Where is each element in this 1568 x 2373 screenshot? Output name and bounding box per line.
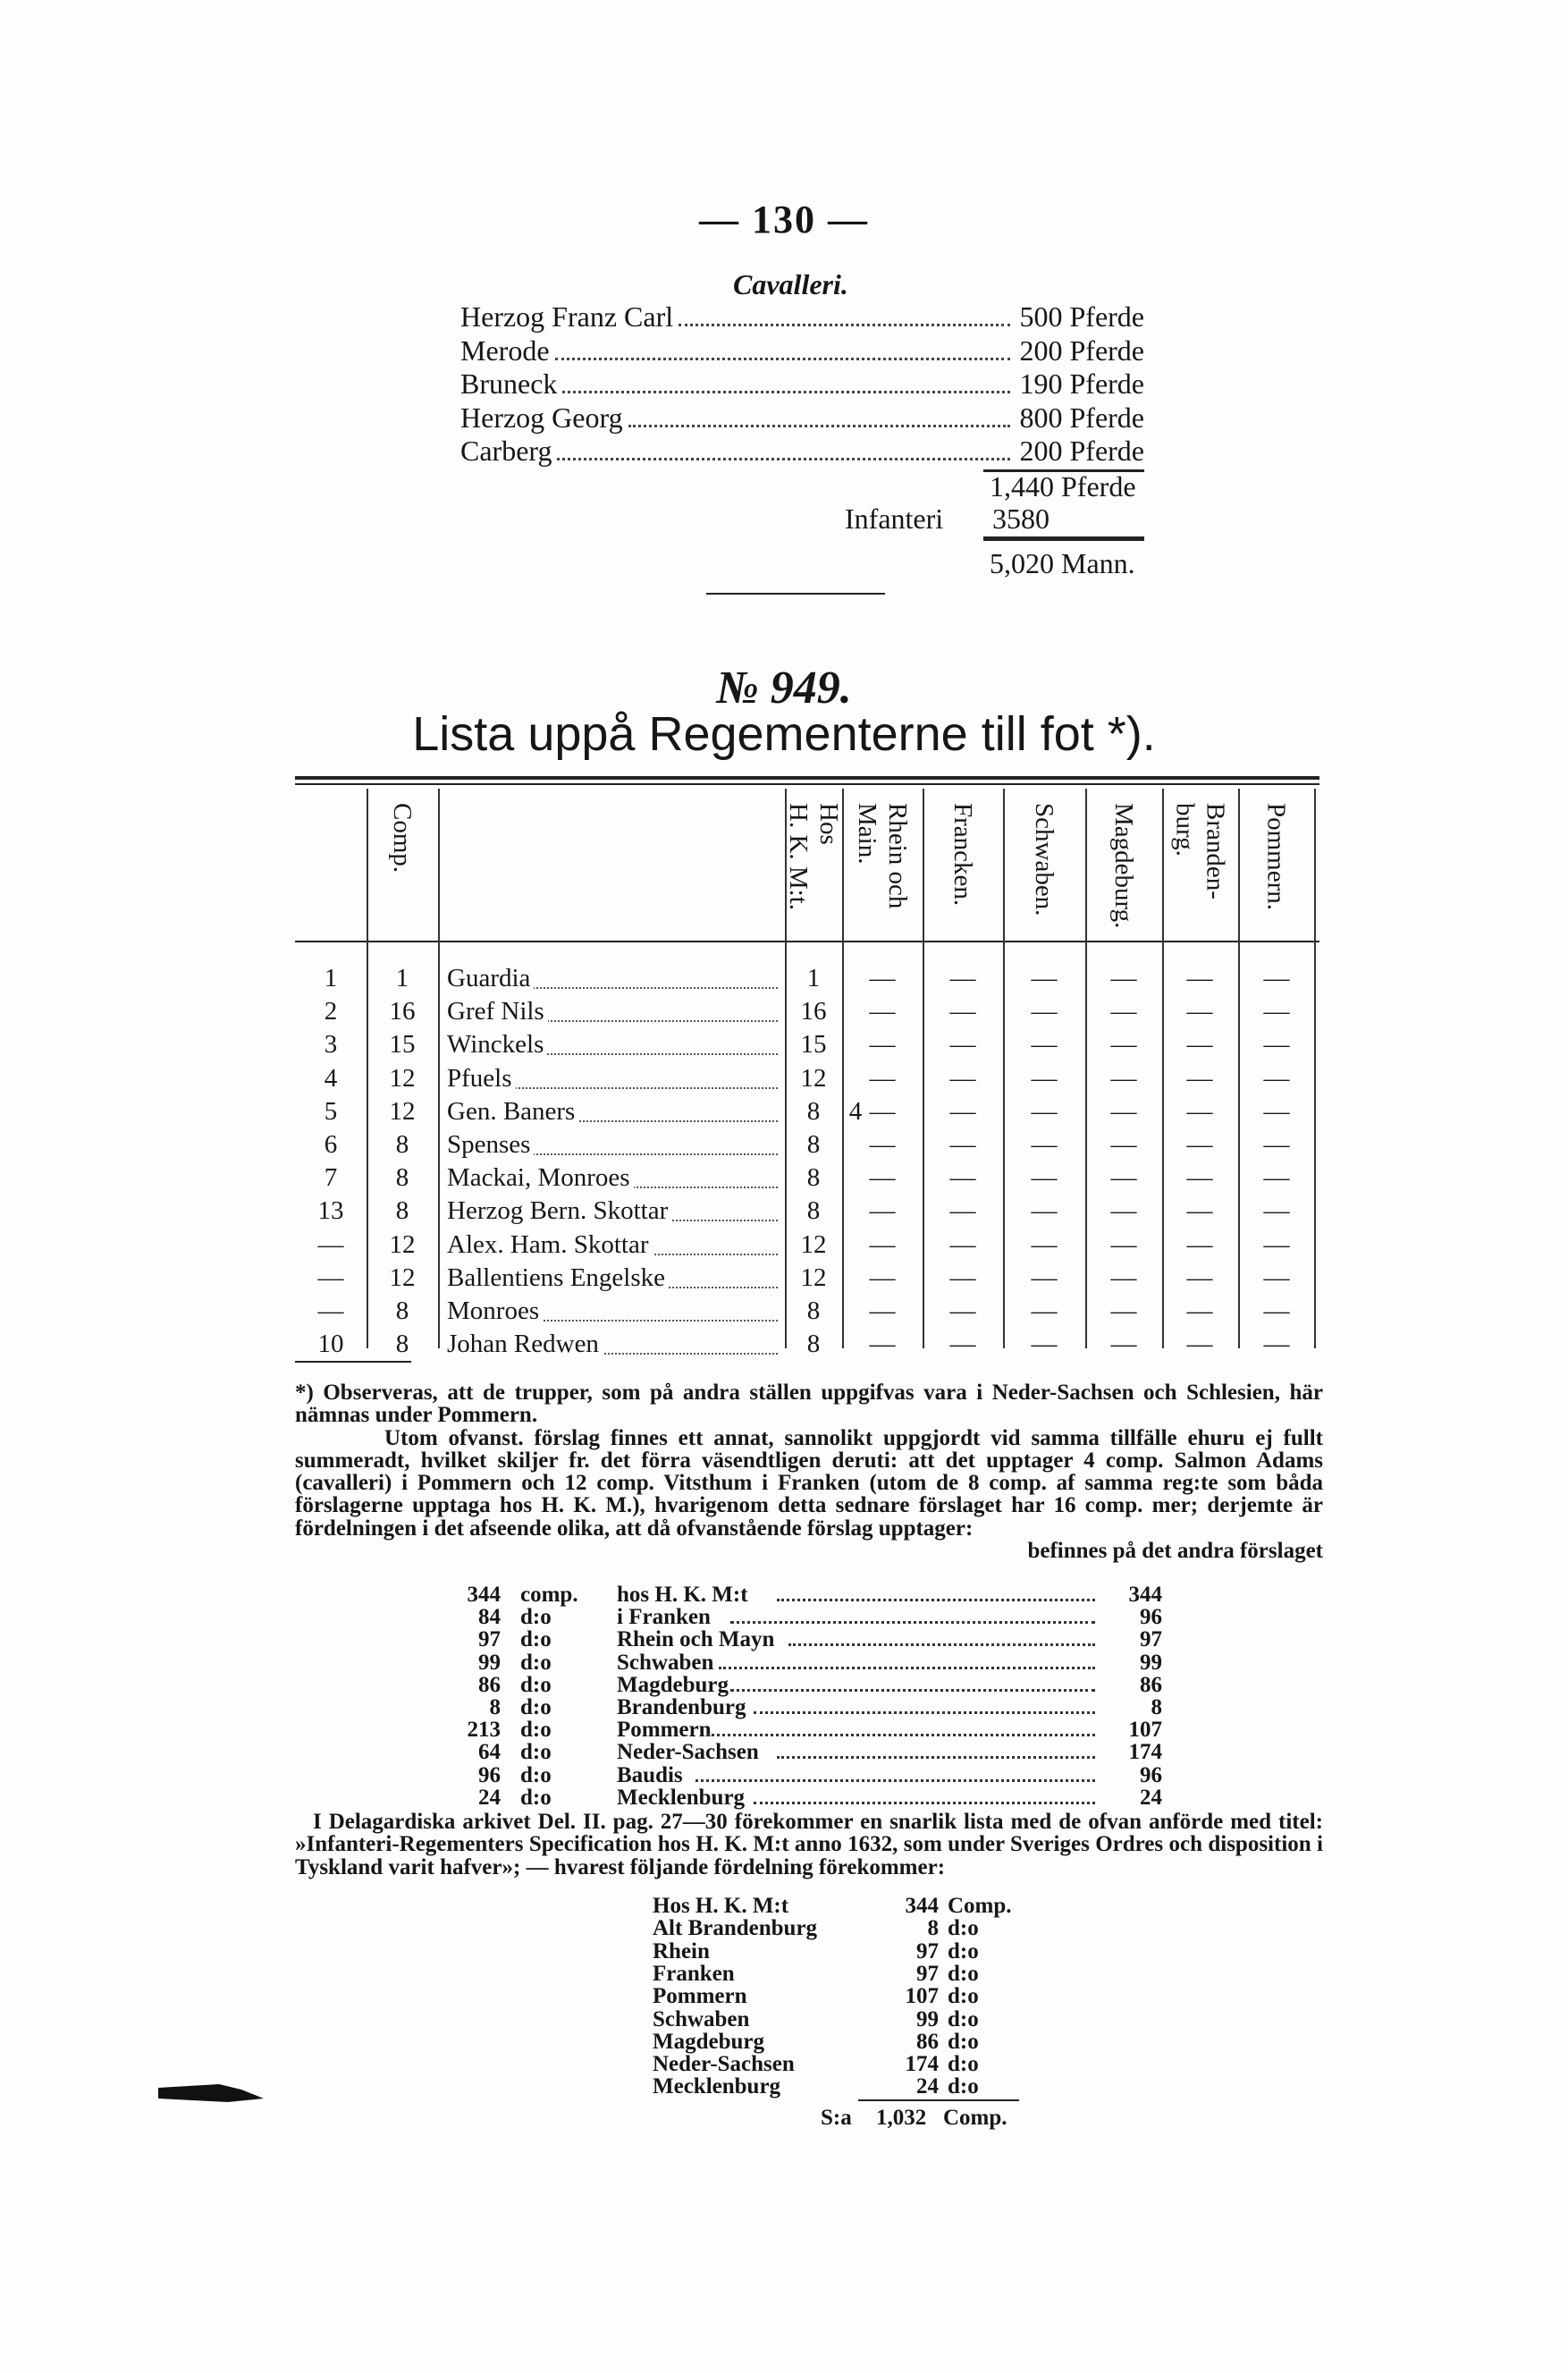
second-list-count: 96 <box>1140 1762 1162 1787</box>
leader-dots <box>777 1599 1095 1601</box>
second-list-count: 8 <box>1151 1695 1162 1719</box>
empty-cell-dash: — <box>1031 964 1058 992</box>
cavalry-unit-strength: 190 Pferde <box>1019 367 1144 400</box>
regiment-name: Pfuels <box>447 1064 516 1094</box>
empty-cell-dash: — <box>1031 1030 1058 1060</box>
empty-cell-dash: — <box>1110 1263 1137 1292</box>
empty-cell-dash: — <box>1263 1063 1290 1093</box>
empty-cell-dash: — <box>949 1229 976 1259</box>
cavalry-unit-name: Bruneck <box>460 367 558 400</box>
distribution-value: 86 <box>916 2029 939 2054</box>
row-number: — <box>317 1229 344 1259</box>
region-label: Mecklenburg <box>617 1785 746 1810</box>
region-label: Pommern <box>617 1718 712 1743</box>
distribution-region: Pommern <box>653 1984 747 2009</box>
region-label: Baudis <box>617 1762 683 1787</box>
empty-cell-dash: — <box>1186 1130 1213 1159</box>
empty-cell-dash: — <box>1186 1196 1213 1226</box>
leader-dots <box>754 1802 1095 1804</box>
cavalry-subtotal: 1,440 Pferde <box>990 470 1136 502</box>
empty-cell-dash: — <box>1031 1263 1058 1292</box>
empty-cell-dash: — <box>949 1296 976 1325</box>
regiment-name: Alex. Ham. Skottar <box>447 1230 653 1260</box>
empty-cell-dash: — <box>869 1263 896 1292</box>
count-unit: d:o <box>520 1718 552 1743</box>
empty-cell-dash: — <box>1186 1163 1213 1193</box>
count-unit: d:o <box>520 1650 552 1675</box>
leader-dots <box>628 425 1011 427</box>
empty-cell-dash: — <box>1031 1163 1058 1193</box>
distribution-unit: d:o <box>948 2052 979 2077</box>
cavalry-unit-name: Carberg <box>460 435 552 467</box>
second-list-count: 97 <box>1140 1627 1162 1652</box>
regiment-name: Winckels <box>447 1030 547 1060</box>
first-list-count: 213 <box>467 1718 501 1743</box>
empty-cell-dash: — <box>949 1263 976 1292</box>
regiment-name: Johan Redwen <box>447 1330 603 1359</box>
region-label: Rhein och Mayn <box>617 1627 775 1652</box>
page-number: — 130 — <box>699 198 869 241</box>
distribution-value: 344 <box>905 1894 939 1918</box>
region-label: Magdeburg <box>617 1672 729 1697</box>
empty-cell-dash: — <box>1186 964 1213 992</box>
table-row <box>295 1064 1319 1097</box>
company-count: 12 <box>389 1096 416 1126</box>
sum-value: 1,032 <box>876 2106 927 2130</box>
empty-cell-dash: — <box>1186 997 1213 1026</box>
empty-cell-dash: — <box>869 1296 896 1325</box>
row-number: 1 <box>324 964 338 992</box>
distribution-region: Franken <box>653 1961 735 1986</box>
empty-cell-dash: — <box>1186 1229 1213 1259</box>
distribution-unit: d:o <box>948 2074 979 2099</box>
distribution-region: Rhein <box>653 1938 710 1963</box>
row-number: 2 <box>324 997 338 1026</box>
empty-cell-dash: — <box>869 1330 896 1359</box>
region-label: hos H. K. M:t <box>617 1583 748 1607</box>
empty-cell-dash: — <box>1110 1330 1137 1359</box>
table-row <box>295 1330 1319 1363</box>
table-row <box>295 1263 1319 1296</box>
regiment-name: Gen. Baners <box>447 1097 578 1127</box>
distribution-region: Neder-Sachsen <box>653 2052 795 2077</box>
empty-cell-dash: — <box>1186 1296 1213 1325</box>
hos-hkm-value: 1 <box>806 964 821 992</box>
footnote <box>295 1381 1323 1562</box>
leader-dots <box>562 391 1010 393</box>
leader-dots <box>719 1667 1095 1669</box>
count-unit: d:o <box>520 1605 552 1630</box>
empty-cell-dash: — <box>1031 997 1058 1026</box>
first-list-count: 24 <box>478 1785 501 1810</box>
distribution-value: 97 <box>916 1938 939 1963</box>
distribution-unit: d:o <box>948 1916 979 1941</box>
cavalry-row <box>460 401 1144 435</box>
empty-cell-dash: — <box>1186 1063 1213 1093</box>
empty-cell-dash: — <box>869 997 896 1026</box>
first-list-count: 99 <box>478 1650 501 1675</box>
infantry-label: Infanteri <box>845 502 944 535</box>
column-header: Hos H. K. M:t. <box>784 803 843 911</box>
distribution-value: 24 <box>916 2074 939 2099</box>
empty-cell-dash: — <box>949 964 976 992</box>
row-number: 5 <box>324 1096 338 1126</box>
leader-dots <box>754 1711 1095 1714</box>
cavalry-total: 5,020 Mann. <box>990 547 1135 579</box>
leader-dots <box>557 458 1010 460</box>
column-header: Branden- burg. <box>1170 803 1230 899</box>
row-number: 4 <box>324 1063 338 1093</box>
table-row <box>295 997 1319 1030</box>
hos-hkm-value: 8 <box>806 1330 821 1359</box>
row-number: 6 <box>324 1130 338 1159</box>
empty-cell-dash: — <box>1263 1130 1290 1159</box>
empty-cell-dash: — <box>869 1130 896 1159</box>
section-divider <box>706 593 885 595</box>
document-title: Lista uppå Regementerne till fot *). <box>412 707 1156 761</box>
regiment-name: Ballentiens Engelske <box>447 1263 669 1293</box>
empty-cell-dash: — <box>869 1096 896 1126</box>
leader-dots <box>555 358 1011 360</box>
count-unit: d:o <box>520 1627 552 1652</box>
hos-hkm-value: 12 <box>800 1063 827 1093</box>
table-row <box>295 1097 1319 1130</box>
regiment-name: Spenses <box>447 1130 534 1160</box>
hos-hkm-value: 12 <box>800 1263 827 1292</box>
company-count: 12 <box>389 1063 416 1093</box>
empty-cell-dash: — <box>1110 1130 1137 1159</box>
company-count: 8 <box>395 1296 409 1325</box>
second-list-count: 107 <box>1128 1718 1162 1743</box>
second-list-count: 24 <box>1140 1785 1162 1810</box>
cavalry-row <box>460 435 1144 468</box>
cavalry-row <box>460 367 1144 401</box>
cavalry-row <box>460 300 1144 334</box>
first-list-count: 86 <box>478 1672 501 1697</box>
count-unit: comp. <box>520 1583 578 1607</box>
leader-dots <box>679 324 1010 326</box>
count-unit: d:o <box>520 1785 552 1810</box>
distribution-unit: d:o <box>948 1984 979 2009</box>
distribution-unit: d:o <box>948 2029 979 2054</box>
empty-cell-dash: — <box>1031 1063 1058 1093</box>
empty-cell-dash: — <box>869 1030 896 1060</box>
empty-cell-dash: — <box>1110 1096 1137 1126</box>
total-rule <box>983 536 1144 541</box>
company-count: 8 <box>395 1130 409 1159</box>
distribution-region: Magdeburg <box>653 2029 764 2054</box>
empty-cell-dash: — <box>1186 1330 1213 1359</box>
empty-cell-dash: — <box>1186 1096 1213 1126</box>
empty-cell-dash: — <box>1110 1163 1137 1193</box>
regiment-name: Gref Nils <box>447 997 548 1026</box>
region-label: Schwaben <box>617 1650 714 1675</box>
table-top-rule-2 <box>295 783 1319 785</box>
infantry-value: 3580 <box>992 502 1050 535</box>
first-list-count: 64 <box>478 1740 501 1765</box>
regiments-table <box>295 776 1319 1359</box>
table-row <box>295 1196 1319 1229</box>
footnote-delagardie-text: I Delagardiska arkivet Del. II. pag. 27—30 förekommer en snarlik lista med de ofvan anförde med titel: »Infanteri-Regementers Specification hos H. K. M:t anno 1632, som under Sveriges Ordres och disposition i Tyskland varit hafver»; — hvarest följande fördelning förekommer: <box>295 1810 1323 1879</box>
empty-cell-dash: — <box>869 1063 896 1093</box>
hos-hkm-value: 15 <box>800 1030 827 1060</box>
empty-cell-dash: — <box>1263 1030 1290 1060</box>
sum-unit: Comp. <box>943 2106 1007 2130</box>
footnote-other-list-right: befinnes på det andra förslaget <box>1027 1539 1323 1564</box>
leader-dots <box>707 1734 1095 1736</box>
company-count: 16 <box>389 997 416 1026</box>
cavalry-unit-name: Herzog Franz Carl <box>460 300 674 333</box>
regiment-name: Monroes <box>447 1296 543 1326</box>
cavalry-unit-name: Merode <box>460 334 550 367</box>
second-list-count: 99 <box>1140 1650 1162 1675</box>
empty-cell-dash: — <box>869 1163 896 1193</box>
footnote-rule <box>295 1361 411 1363</box>
cavalry-unit-strength: 500 Pferde <box>1019 300 1144 333</box>
pointing-hand-mark <box>156 2079 268 2106</box>
empty-cell-dash: — <box>1110 1063 1137 1093</box>
cavalry-unit-strength: 200 Pferde <box>1019 334 1144 367</box>
empty-cell-dash: — <box>949 1196 976 1226</box>
distribution-value: 174 <box>905 2052 939 2077</box>
hos-hkm-value: 8 <box>806 1096 821 1126</box>
footnote-observation: *) Observeras, att de trupper, som på andra ställen uppgifvas vara i Neder-Sachsen och Schlesien, här nämnas under Pommern. <box>295 1381 1323 1428</box>
empty-cell-dash: — <box>1186 1263 1213 1292</box>
cavalry-unit-strength: 800 Pferde <box>1019 401 1144 434</box>
table-row <box>295 1130 1319 1163</box>
empty-cell-dash: — <box>1263 1163 1290 1193</box>
empty-cell-dash: — <box>1031 1130 1058 1159</box>
empty-cell-dash: — <box>1031 1296 1058 1325</box>
region-label: i Franken <box>617 1605 711 1630</box>
first-list-count: 8 <box>489 1695 501 1719</box>
hos-hkm-value: 16 <box>800 997 827 1026</box>
second-list-count: 96 <box>1140 1605 1162 1630</box>
cavalry-unit-name: Herzog Georg <box>460 401 623 434</box>
column-header: Magdeburg. <box>1109 803 1138 929</box>
column-header: Pommern. <box>1261 803 1291 911</box>
column-header: Francken. <box>948 803 977 907</box>
distribution-value: 8 <box>927 1916 939 1941</box>
distribution-region: Mecklenburg <box>653 2074 781 2099</box>
hos-hkm-value: 8 <box>806 1296 821 1325</box>
empty-cell-dash: — <box>1263 1330 1290 1359</box>
hos-hkm-value: 12 <box>800 1229 827 1259</box>
company-count: 8 <box>395 1163 409 1193</box>
empty-cell-dash: — <box>949 997 976 1026</box>
hos-hkm-value: 8 <box>806 1163 821 1193</box>
empty-cell-dash: — <box>1186 1030 1213 1060</box>
empty-cell-dash: — <box>1110 997 1137 1026</box>
column-header: Schwaben. <box>1030 803 1058 916</box>
footnote-other-list <box>295 1425 1323 1564</box>
empty-cell-dash: — <box>869 1196 896 1226</box>
leader-dots <box>730 1621 1095 1624</box>
empty-cell-dash: — <box>1110 1196 1137 1226</box>
distribution-value: 97 <box>916 1961 939 1986</box>
column-header: Rhein och Main. <box>853 803 912 909</box>
cavalry-unit-strength: 200 Pferde <box>1019 435 1144 467</box>
distribution-unit: Comp. <box>948 1894 1012 1918</box>
empty-cell-dash: — <box>869 964 896 992</box>
first-list-count: 84 <box>478 1605 501 1630</box>
row-number: 3 <box>324 1030 338 1060</box>
table-row <box>295 964 1319 997</box>
rhein-main-value: 4 <box>848 1096 863 1126</box>
empty-cell-dash: — <box>949 1030 976 1060</box>
distribution-region: Alt Brandenburg <box>653 1916 818 1941</box>
cavalry-row <box>460 334 1144 367</box>
empty-cell-dash: — <box>1263 1263 1290 1292</box>
empty-cell-dash: — <box>1110 964 1137 992</box>
table-row <box>295 1163 1319 1196</box>
region-label: Neder-Sachsen <box>617 1740 759 1765</box>
empty-cell-dash: — <box>1031 1096 1058 1126</box>
empty-cell-dash: — <box>949 1130 976 1159</box>
empty-cell-dash: — <box>1110 1296 1137 1325</box>
distribution-unit: d:o <box>948 1961 979 1986</box>
hos-hkm-value: 8 <box>806 1130 821 1159</box>
row-number: — <box>317 1296 344 1325</box>
empty-cell-dash: — <box>1263 1196 1290 1226</box>
row-number: — <box>317 1263 344 1292</box>
cavalry-heading: Cavalleri. <box>733 268 848 300</box>
second-list-count: 86 <box>1140 1672 1162 1697</box>
leader-dots <box>730 1689 1095 1692</box>
table-row <box>295 1296 1319 1330</box>
company-count: 12 <box>389 1229 416 1259</box>
first-list-count: 96 <box>478 1762 501 1787</box>
empty-cell-dash: — <box>949 1330 976 1359</box>
empty-cell-dash: — <box>949 1163 976 1193</box>
distribution-region: Hos H. K. M:t <box>653 1894 789 1918</box>
empty-cell-dash: — <box>1263 964 1290 992</box>
empty-cell-dash: — <box>1263 1096 1290 1126</box>
table-top-rule <box>295 776 1319 780</box>
distribution-unit: d:o <box>948 2006 979 2031</box>
distribution-value: 107 <box>905 1984 939 2009</box>
count-unit: d:o <box>520 1695 552 1719</box>
distribution-unit: d:o <box>948 1938 979 1963</box>
company-count: 8 <box>395 1196 409 1226</box>
row-number: 10 <box>317 1330 344 1359</box>
region-label: Brandenburg <box>617 1695 746 1719</box>
pointing-hand-shape <box>158 2084 264 2102</box>
empty-cell-dash: — <box>1031 1229 1058 1259</box>
leader-dots <box>788 1643 1095 1646</box>
empty-cell-dash: — <box>1263 1229 1290 1259</box>
table-header-rule <box>295 941 1319 942</box>
count-unit: d:o <box>520 1740 552 1765</box>
second-list-count: 344 <box>1128 1583 1162 1607</box>
empty-cell-dash: — <box>1110 1229 1137 1259</box>
regiment-name: Herzog Bern. Skottar <box>447 1196 671 1226</box>
empty-cell-dash: — <box>1263 1296 1290 1325</box>
company-count: 8 <box>395 1330 409 1359</box>
table-row <box>295 1030 1319 1063</box>
empty-cell-dash: — <box>1031 1196 1058 1226</box>
empty-cell-dash: — <box>949 1063 976 1093</box>
footnote-other-list-text: Utom ofvanst. förslag finnes ett annat, sannolikt uppgjordt vid samma tillfälle ehuru ej fullt summeradt, hvilket skiljer fr. det förra väsendtligen deruti: att det upptager 4 comp. Salmon Adams (cavalleri) i Pommern och 12 comp. Vitsthum i Franken (utom de 8 comp. af samma reg:te som båda förslagerne upptaga hos H. K. M.), hvarigenom detta sednare förslaget har 16 comp. mer; derjemte är fördelningen i det afseende olika, att då ofvanstående förslag upptager: <box>295 1425 1323 1541</box>
table-row <box>295 1230 1319 1263</box>
distribution-region: Schwaben <box>653 2006 750 2031</box>
first-list-count: 97 <box>478 1627 501 1652</box>
empty-cell-dash: — <box>1031 1330 1058 1359</box>
count-unit: d:o <box>520 1762 552 1787</box>
empty-cell-dash: — <box>1263 997 1290 1026</box>
hos-hkm-value: 8 <box>806 1196 821 1226</box>
empty-cell-dash: — <box>1110 1030 1137 1060</box>
regiment-name: Guardia <box>447 964 534 993</box>
row-number: 13 <box>317 1196 344 1226</box>
row-number: 7 <box>324 1163 338 1193</box>
sum-rule <box>858 2099 1019 2101</box>
first-list-count: 344 <box>467 1583 501 1607</box>
distribution-value: 99 <box>916 2006 939 2031</box>
count-unit: d:o <box>520 1672 552 1697</box>
empty-cell-dash: — <box>869 1229 896 1259</box>
leader-dots <box>777 1756 1095 1759</box>
empty-cell-dash: — <box>949 1096 976 1126</box>
document-number: № 949. <box>716 663 852 714</box>
footnote-delagardie <box>295 1811 1323 1879</box>
column-header: Comp. <box>388 803 417 874</box>
company-count: 12 <box>389 1263 416 1292</box>
second-list-count: 174 <box>1128 1740 1162 1765</box>
company-count: 15 <box>389 1030 416 1060</box>
company-count: 1 <box>395 964 409 992</box>
sum-label: S:a <box>821 2106 852 2130</box>
regiment-name: Mackai, Monroes <box>447 1163 634 1193</box>
leader-dots <box>695 1779 1095 1782</box>
